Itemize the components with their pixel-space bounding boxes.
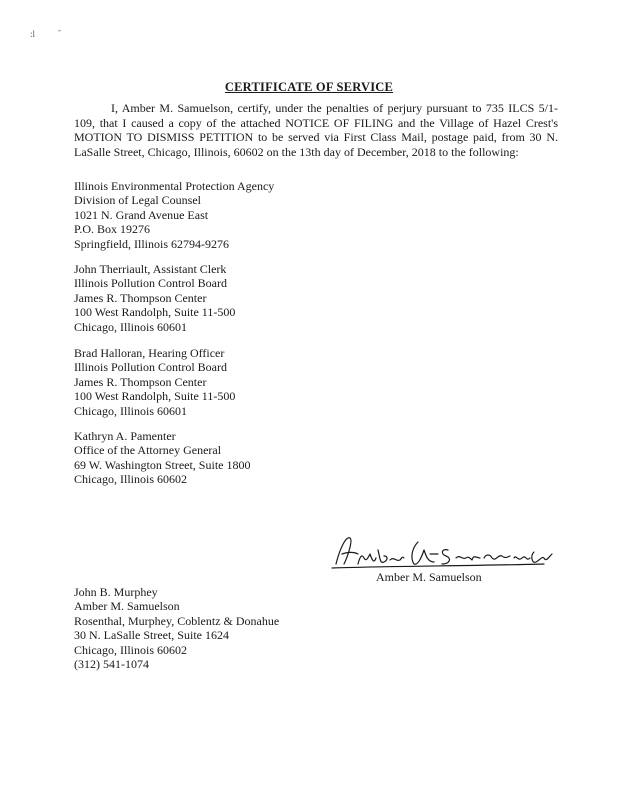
address-line: Chicago, Illinois 60602 bbox=[74, 472, 187, 487]
address-line: Illinois Pollution Control Board bbox=[74, 360, 228, 375]
counsel-line: Chicago, Illinois 60602 bbox=[74, 642, 187, 657]
address-line: James R. Thompson Center bbox=[74, 374, 207, 389]
signatory-name: Amber M. Samuelson bbox=[376, 570, 482, 584]
address-line: Office of the Attorney General bbox=[74, 443, 222, 458]
address-line: Springfield, Illinois 62794-9276 bbox=[74, 236, 229, 251]
address-line: Illinois Environmental Protection Agency bbox=[74, 179, 275, 193]
recipient-address-3 bbox=[74, 346, 235, 418]
address-line: 69 W. Washington Street, Suite 1800 bbox=[74, 457, 251, 472]
recipient-address-2 bbox=[74, 262, 235, 334]
address-line: P.O. Box 19276 bbox=[74, 222, 151, 237]
counsel-line: 30 N. LaSalle Street, Suite 1624 bbox=[74, 628, 229, 643]
scan-mark: :l bbox=[30, 29, 36, 39]
address-line: Illinois Pollution Control Board bbox=[74, 276, 228, 291]
certification-paragraph: I, Amber M. Samuelson, certify, under the penalties of perjury pursuant to 735 ILCS 5/1-109, that I caused a copy of the attached NOTICE OF FILING and the Village of Hazel Crest's MOTION TO DISMISS PETITION to be served via First Class Mail, postage paid, from 30 N. LaSalle Street, Chicago, Illinois, 60602 on the 13th day of December, 2018 to the following: bbox=[74, 101, 558, 159]
counsel-line: John B. Murphey bbox=[74, 585, 158, 599]
address-line: 100 West Randolph, Suite 11-500 bbox=[74, 389, 236, 404]
counsel-line: (312) 541-1074 bbox=[74, 657, 149, 672]
recipient-address-4 bbox=[74, 429, 250, 487]
counsel-line: Rosenthal, Murphey, Coblentz & Donahue bbox=[74, 613, 280, 628]
address-line: 1021 N. Grand Avenue East bbox=[74, 207, 209, 222]
address-line: Division of Legal Counsel bbox=[74, 193, 201, 208]
address-line: Kathryn A. Pamenter bbox=[74, 429, 176, 443]
address-line: Chicago, Illinois 60601 bbox=[74, 403, 187, 418]
recipient-address-1 bbox=[74, 179, 274, 251]
counsel-block bbox=[74, 585, 279, 671]
scan-dash: - bbox=[58, 25, 61, 35]
address-line: 100 West Randolph, Suite 11-500 bbox=[74, 305, 236, 320]
counsel-line: Amber M. Samuelson bbox=[74, 599, 180, 614]
address-line: James R. Thompson Center bbox=[74, 290, 207, 305]
address-line: Chicago, Illinois 60601 bbox=[74, 319, 187, 334]
document-title: CERTIFICATE OF SERVICE bbox=[224, 80, 394, 94]
address-line: Brad Halloran, Hearing Officer bbox=[74, 346, 225, 360]
address-line: John Therriault, Assistant Clerk bbox=[74, 262, 227, 276]
signature-block bbox=[330, 528, 560, 584]
